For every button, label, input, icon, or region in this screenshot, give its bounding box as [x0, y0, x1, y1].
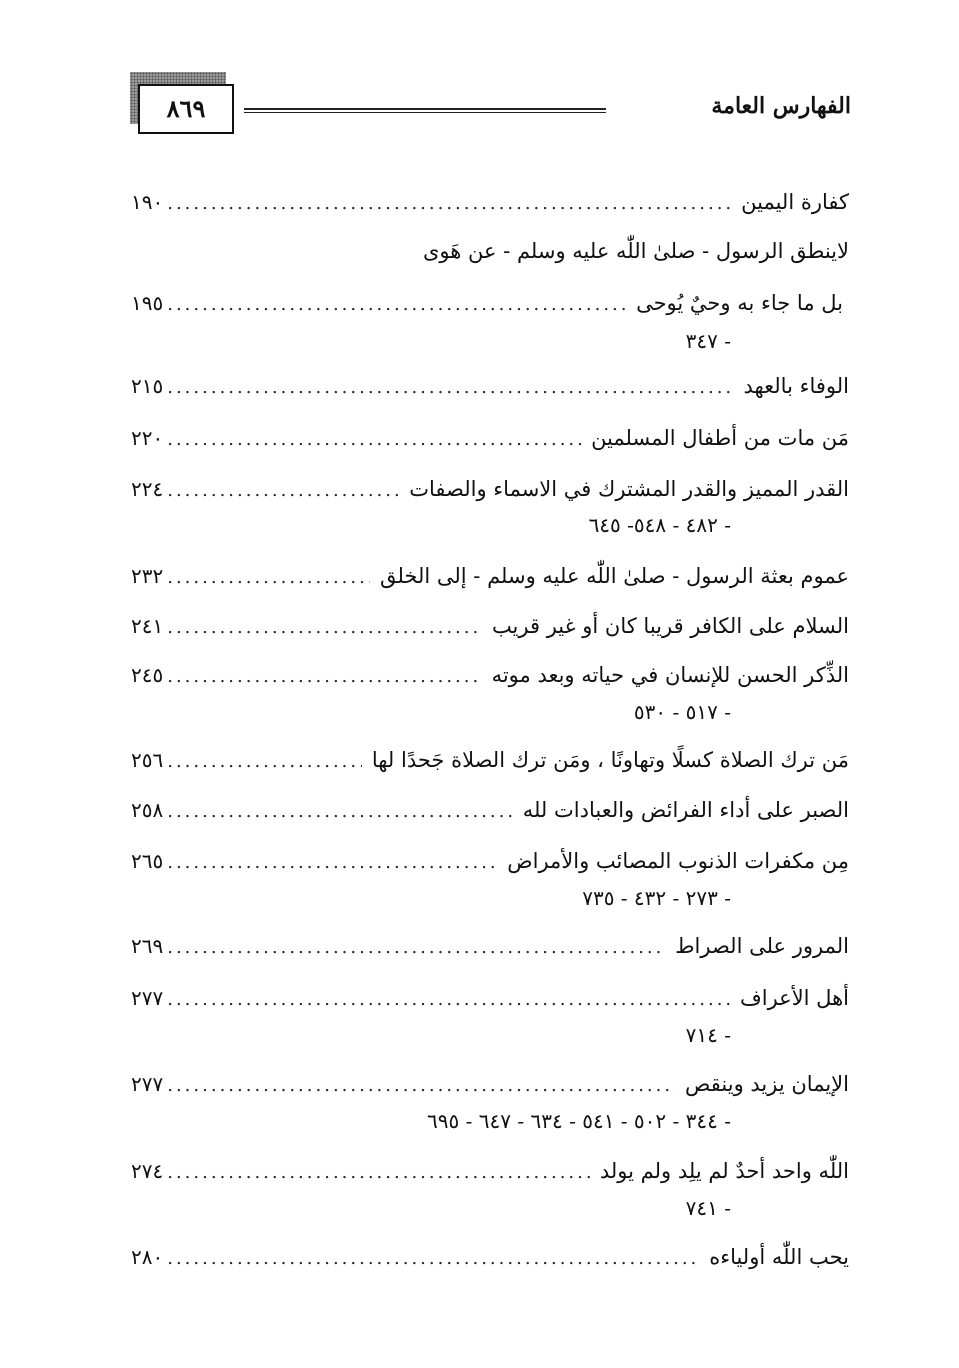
dot-leader — [167, 1155, 590, 1191]
entry-extra-pages: - ٧١٤ — [685, 1023, 731, 1047]
dot-leader — [167, 560, 370, 596]
entry-line — [131, 792, 849, 828]
entry-page-number: ٢٨٠ — [131, 1245, 164, 1269]
entry-text: مِن مكفرات الذنوب المصائب والأمراض — [507, 849, 849, 873]
entry-text: يحب اللّٰه أولياءه — [709, 1245, 849, 1269]
entry-page-number: ٢٢٠ — [131, 426, 164, 450]
entry-extra-pages: - ٢٧٣ - ٤٣٢ - ٧٣٥ — [582, 886, 731, 910]
entry-text: لاينطق الرسول - صلىٰ اللّٰه عليه وسلم - عن هَوى — [422, 239, 849, 263]
entry-extra-pages: - ٤٨٢ - ٥٤٨- ٦٤٥ — [588, 513, 731, 537]
entry-line — [131, 1153, 849, 1189]
entry-line — [131, 742, 849, 778]
dot-leader — [167, 610, 482, 646]
entry-line — [131, 184, 849, 220]
entry-page-number: ٢٧٧ — [131, 1072, 164, 1096]
entry-page-number: ٢٧٧ — [131, 986, 164, 1010]
dot-leader — [167, 982, 730, 1018]
entry-line — [131, 843, 849, 879]
entry-text: الإيمان يزيد وينقص — [685, 1072, 849, 1096]
entry-text: السلام على الكافر قريبا كان أو غير قريب — [491, 614, 849, 638]
entry-line — [131, 1239, 849, 1275]
entry-page-number: ٢٣٢ — [131, 564, 164, 588]
dot-leader — [167, 186, 731, 222]
entry-text: اللّٰه واحد أحدٌ لم يلِد ولم يولد — [599, 1159, 849, 1183]
entry-line — [131, 471, 849, 507]
entry-extra-pages: - ٣٤٧ — [685, 329, 731, 353]
entry-text: عموم بعثة الرسول - صلىٰ اللّٰه عليه وسلم - إلى الخلق — [379, 564, 849, 588]
entry-page-number: ٢٤٥ — [131, 663, 164, 687]
entry-line — [131, 1066, 849, 1102]
dot-leader — [167, 422, 581, 458]
dot-leader — [167, 1241, 699, 1277]
entry-text: بل ما جاء به وحيٌ يُوحى — [636, 291, 843, 315]
entry-text: أهل الأعراف — [739, 986, 849, 1010]
entry-page-number: ٢٦٥ — [131, 849, 164, 873]
page-number: ٨٦٩ — [138, 84, 234, 134]
dot-leader — [167, 659, 481, 695]
entry-page-number: ٢٧٤ — [131, 1159, 164, 1183]
dot-leader — [167, 1068, 675, 1104]
entry-line — [131, 558, 849, 594]
entry-extra-pages: - ٥١٧ - ٥٣٠ — [633, 700, 731, 724]
entry-page-number: ٢٥٦ — [131, 748, 164, 772]
entry-line — [131, 980, 849, 1016]
entry-line — [131, 420, 849, 456]
entry-text: الصبر على أداء الفرائض والعبادات لله — [522, 798, 849, 822]
dot-leader — [167, 287, 626, 323]
entry-page-number: ١٩٠ — [131, 190, 164, 214]
entry-line — [131, 928, 849, 964]
entry-page-number: ٢٤١ — [131, 614, 164, 638]
dot-leader — [167, 473, 399, 509]
entry-text: الوفاء بالعهد — [743, 374, 849, 398]
dot-leader — [167, 370, 733, 406]
entry-text: القدر المميز والقدر المشترك في الاسماء والصفات — [409, 477, 849, 501]
entry-line — [131, 608, 849, 644]
dot-leader — [167, 930, 665, 966]
entry-page-number: ٢٥٨ — [131, 798, 164, 822]
entry-text: كفارة اليمين — [741, 190, 849, 214]
entry-text: مَن ترك الصلاة كسلًا وتهاونًا ، ومَن ترك الصلاة جَحدًا لها — [371, 748, 849, 772]
entry-text: المرور على الصراط — [675, 934, 849, 958]
entry-line — [131, 368, 849, 404]
entry-page-number: ٢٦٩ — [131, 934, 164, 958]
entry-page-number: ٢٢٤ — [131, 477, 164, 501]
entry-page-number: ٢١٥ — [131, 374, 164, 398]
entry-line — [131, 285, 843, 321]
entry-extra-pages: - ٧٤١ — [685, 1196, 731, 1220]
page-title: الفهارس العامة — [711, 93, 851, 119]
dot-leader — [167, 744, 362, 780]
entry-text: الذِّكر الحسن للإنسان في حياته وبعد موته — [491, 663, 849, 687]
dot-leader — [167, 845, 497, 881]
entry-text: مَن مات من أطفال المسلمين — [591, 426, 849, 450]
entry-line — [131, 657, 849, 693]
entry-extra-pages: - ٣٤٤ - ٥٠٢ - ٥٤١ - ٦٣٤ - ٦٤٧ - ٦٩٥ — [427, 1109, 731, 1133]
dot-leader — [167, 794, 512, 830]
entry-page-number: ١٩٥ — [131, 291, 164, 315]
